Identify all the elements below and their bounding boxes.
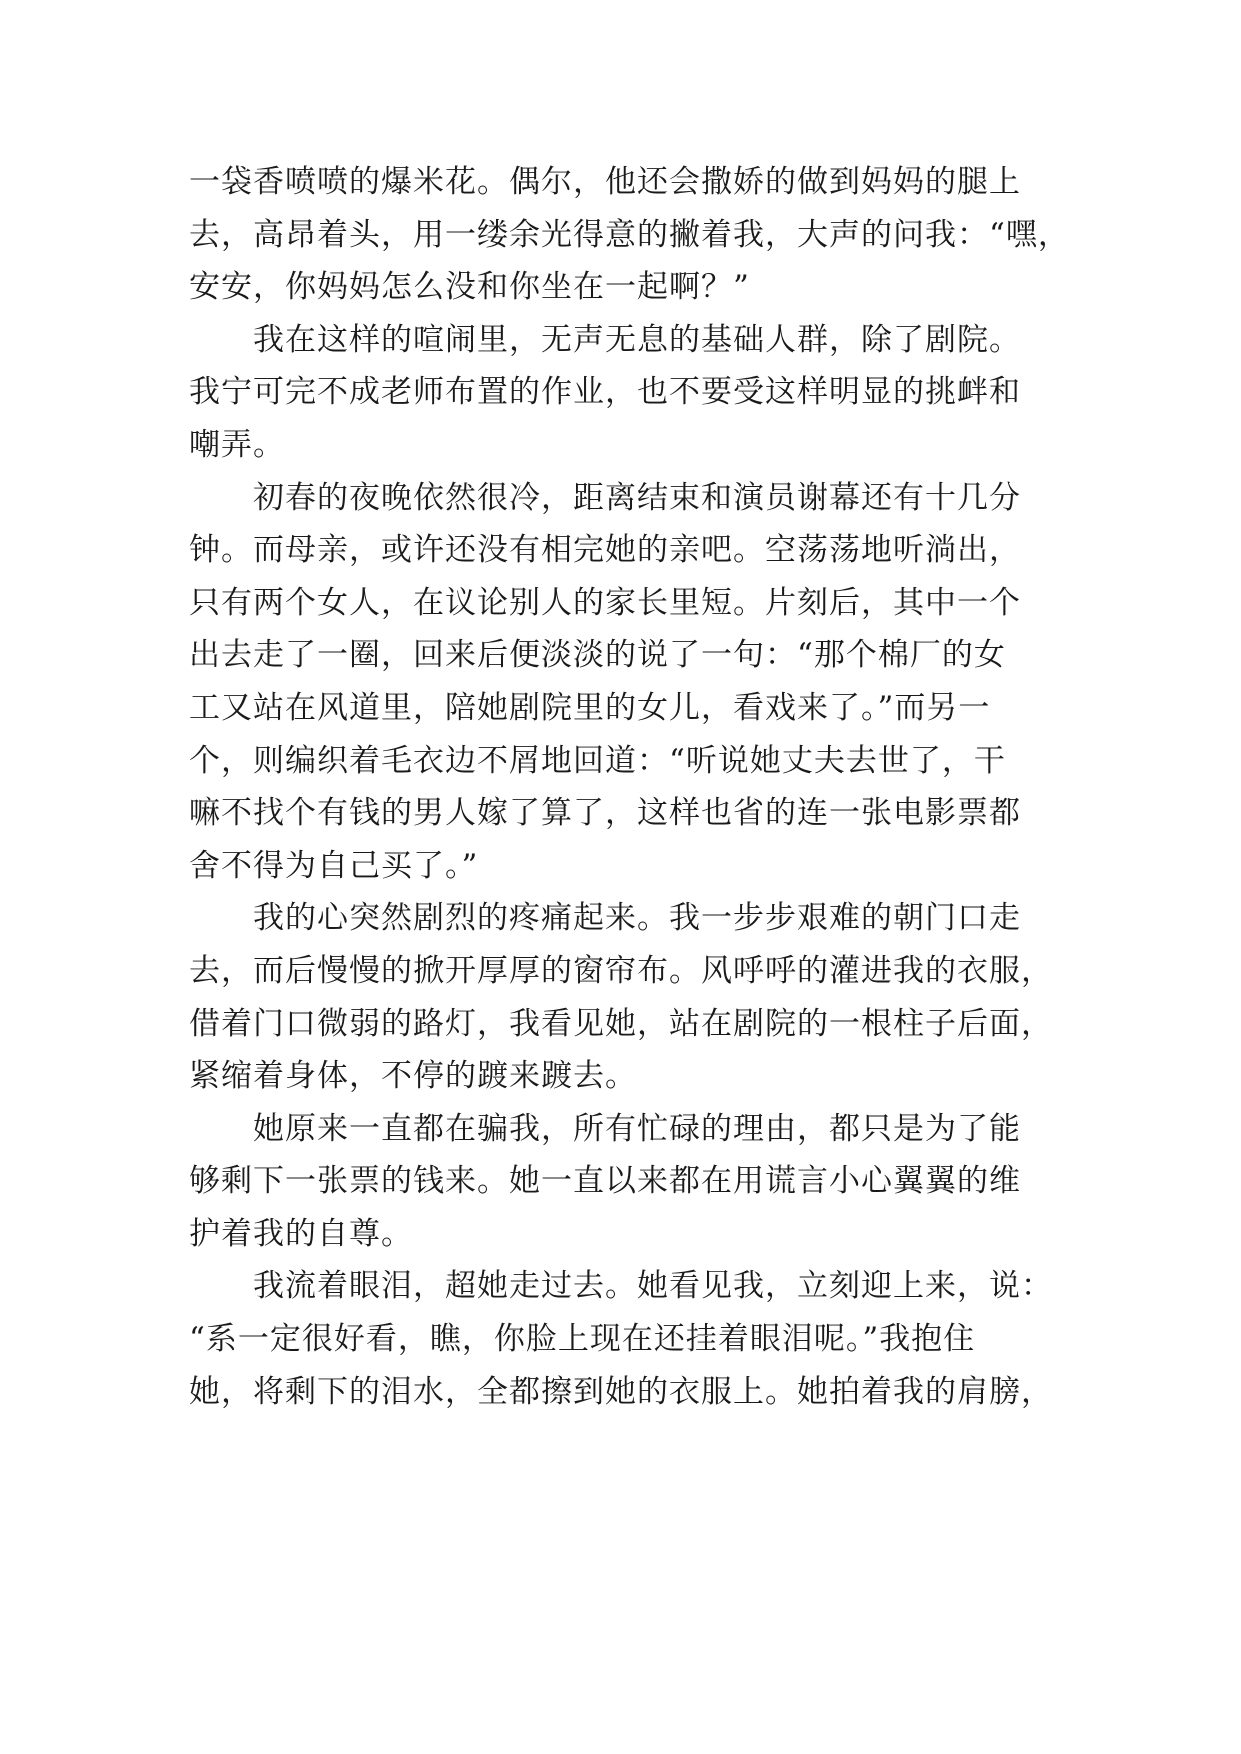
text-line: 她原来一直都在骗我，所有忙碌的理由，都只是为了能 (253, 1110, 1021, 1147)
text-line: 安安，你妈妈怎么没和你坐在一起啊？” (189, 269, 750, 306)
paragraph-2 (189, 314, 1069, 472)
text-line: 借着门口微弱的路灯，我看见她，站在剧院的一根柱子后面， (189, 1005, 1053, 1042)
text-line: 我宁可完不成老师布置的作业，也不要受这样明显的挑衅和 (189, 374, 1021, 411)
text-line: 去，而后慢慢的掀开厚厚的窗帘布。风呼呼的灌进我的衣服， (189, 952, 1053, 989)
text-line: 我在这样的喧闹里，无声无息的基础人群，除了剧院。 (253, 321, 1021, 358)
text-line: 我的心突然剧烈的疼痛起来。我一步步艰难的朝门口走 (253, 900, 1021, 937)
text-line: 只有两个女人，在议论别人的家长里短。片刻后，其中一个 (189, 584, 1021, 621)
text-line: 舍不得为自己买了。” (189, 847, 479, 884)
text-line: 初春的夜晚依然很冷，距离结束和演员谢幕还有十几分 (253, 479, 1021, 516)
text-line: 钟。而母亲，或许还没有相完她的亲吧。空荡荡地听淌出， (189, 532, 1021, 569)
text-line: 嘲弄。 (189, 426, 285, 463)
paragraph-1 (189, 156, 1069, 314)
paragraph-4 (189, 892, 1069, 1102)
paragraph-6 (189, 1260, 1069, 1418)
text-line: 工又站在风道里，陪她剧院里的女儿，看戏来了。”而另一 (189, 689, 991, 726)
text-line: 我流着眼泪，超她走过去。她看见我，立刻迎上来，说： (253, 1268, 1053, 1305)
text-line: “系一定很好看，瞧，你脸上现在还挂着眼泪呢。”我抱住 (189, 1321, 976, 1358)
text-line: 个，则编织着毛衣边不屑地回道：“听说她丈夫去世了，干 (189, 742, 1006, 779)
text-line: 去，高昂着头，用一缕余光得意的撇着我，大声的问我：“嘿， (189, 216, 1070, 253)
text-line: 出去走了一圈，回来后便淡淡的说了一句：“那个棉厂的女 (189, 637, 1006, 674)
paragraph-3 (189, 472, 1069, 893)
document-body (189, 156, 1069, 1418)
text-line: 护着我的自尊。 (189, 1215, 413, 1252)
text-line: 够剩下一张票的钱来。她一直以来都在用谎言小心翼翼的维 (189, 1163, 1021, 1200)
text-line: 她，将剩下的泪水，全都擦到她的衣服上。她拍着我的肩膀， (189, 1373, 1053, 1410)
paragraph-5 (189, 1103, 1069, 1261)
text-line: 紧缩着身体，不停的踱来踱去。 (189, 1058, 637, 1095)
text-line: 一袋香喷喷的爆米花。偶尔，他还会撒娇的做到妈妈的腿上 (189, 164, 1021, 200)
text-line: 嘛不找个有钱的男人嫁了算了，这样也省的连一张电影票都 (189, 795, 1021, 832)
